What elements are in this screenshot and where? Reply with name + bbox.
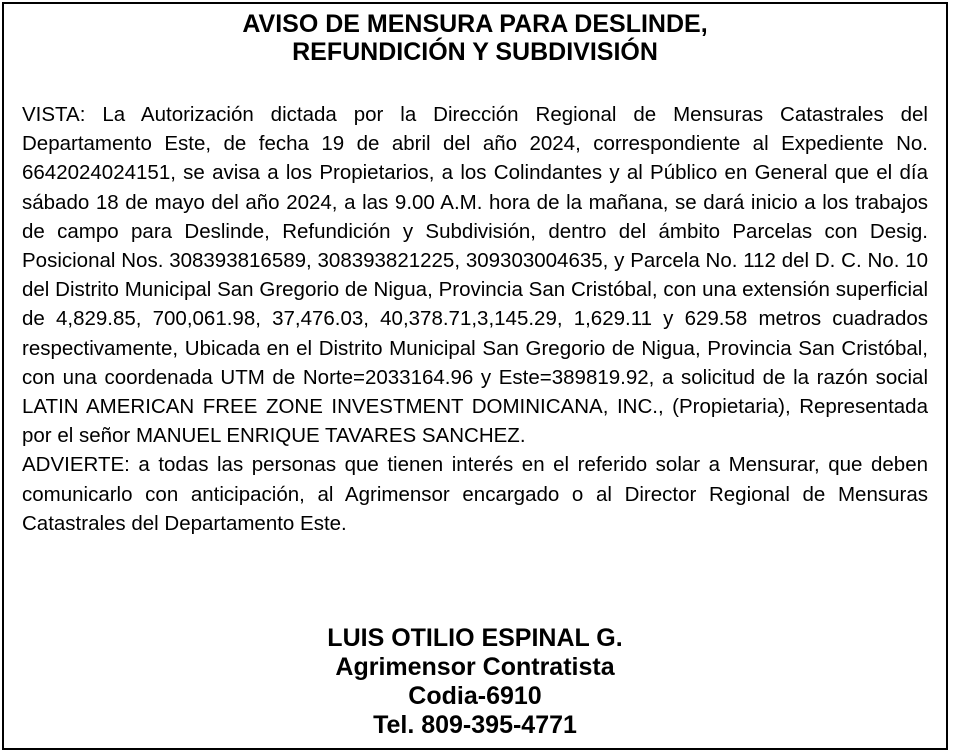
signatory-codia: Codia-6910: [408, 682, 542, 710]
notice-paragraph-vista: VISTA: La Autorización dictada por la Dirección Regional de Mensuras Catastrales del Departamento Este, de fecha 19 de abril del año 2024, correspondiente al Expediente No. 6642024024151, se avisa a los Propietarios, a los Colindantes y al Público en General que el día sábado 18 de mayo del año 2024, a las 9.00 A.M. hora de la mañana, se dará inicio a los trabajos de campo para Deslinde, Refundición y Subdivisión, dentro del ámbito Parcelas con Desig. Posicional Nos. 308393816589, 308393821225, 309303004635, y Parcela No. 112 del D. C. No. 10 del Distrito Municipal San Gregorio de Nigua, Provincia San Cristóbal, con una extensión superficial de 4,829.85, 700,061.98, 37,476.03, 40,378.71,3,145.29, 1,629.11 y 629.58 metros cuadrados respectivamente, Ubicada en el Distrito Municipal San Gregorio de Nigua, Provincia San Cristóbal, con una coordenada UTM de Norte=2033164.96 y Este=389819.92, a solicitud de la razón social LATIN AMERICAN FREE ZONE INVESTMENT DOMINICANA, INC., (Propietaria), Representada por el señor MANUEL ENRIQUE TAVARES SANCHEZ.: [22, 103, 928, 448]
signature-block: [4, 624, 946, 740]
signatory-name: LUIS OTILIO ESPINAL G.: [327, 624, 623, 652]
notice-title: [4, 4, 946, 66]
notice-paragraph-advierte: ADVIERTE: a todas las personas que tienen interés en el referido solar a Mensurar, que deben comunicarlo con anticipación, al Agrimensor encargado o al Director Regional de Mensuras Catastrales del Departamento Este.: [22, 453, 928, 535]
signatory-role: Agrimensor Contratista: [335, 653, 615, 681]
title-line-1: AVISO DE MENSURA PARA DESLINDE,: [242, 10, 708, 38]
signatory-phone: Tel. 809-395-4771: [373, 711, 577, 739]
legal-notice: [2, 2, 948, 750]
title-line-2: REFUNDICIÓN Y SUBDIVISIÓN: [292, 38, 658, 66]
notice-body: [22, 100, 928, 538]
